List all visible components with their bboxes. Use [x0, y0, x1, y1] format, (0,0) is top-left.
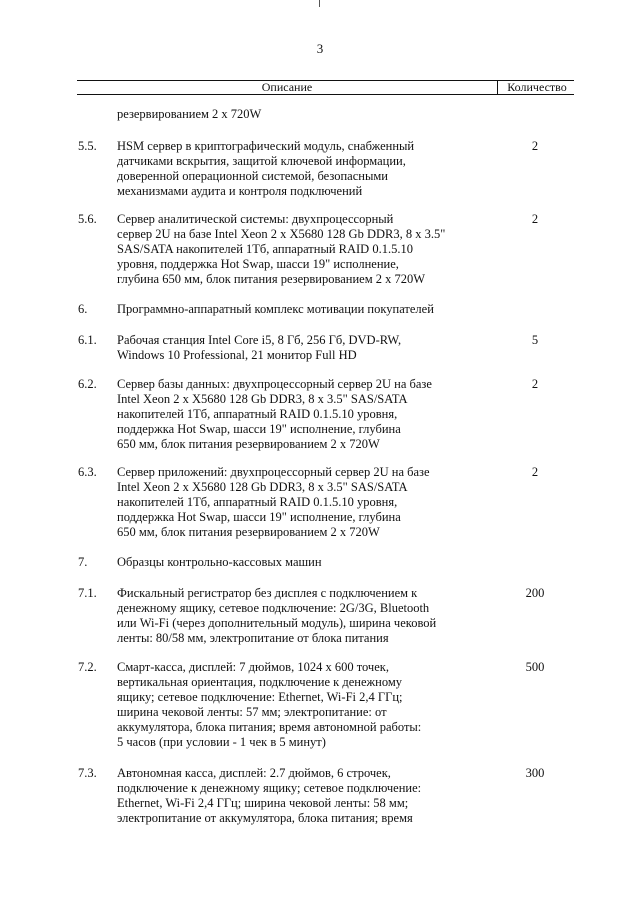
- row-number: 7.1.: [78, 586, 97, 600]
- row-description: HSM сервер в криптографический модуль, снабженный датчиками вскрытия, защитой ключевой информации, доверенной операционной системой, безопасными механизмами аудита и контроля подключений: [117, 139, 415, 198]
- row-description: Сервер аналитической системы: двухпроцессорный сервер 2U на базе Intel Xeon 2 x X5680 128 Gb DDR3, 8 x 3.5" SAS/SATA накопителей 1Тб, аппаратный RAID 0.1.5.10 уровня, поддержка Hot Swap, шасси 19" исполнение, глубина 650 мм, блок питания резервированием 2 x 720W: [117, 212, 446, 286]
- top-center-mark: [319, 0, 320, 7]
- row-number: 6.: [78, 302, 88, 316]
- row-description: Программно-аппаратный комплекс мотивации покупателей: [117, 302, 434, 316]
- row-number: 5.5.: [78, 139, 97, 153]
- row-quantity: 2: [531, 212, 539, 226]
- header-description: Описание: [261, 80, 313, 94]
- table-header: [77, 80, 574, 95]
- header-quantity: Количество: [507, 80, 567, 94]
- row-description: Сервер приложений: двухпроцессорный сервер 2U на базе Intel Xeon 2 x X5680 128 Gb DDR3, 8 x 3.5" SAS/SATA накопителей 1Тб, аппаратный RAID 0.1.5.10 уровня, поддержка Hot Swap, шасси 19" исполнение, глубина 650 мм, блок питания резервированием 2 x 720W: [117, 465, 430, 539]
- row-number: 7.: [78, 555, 88, 569]
- row-quantity: 2: [531, 377, 539, 391]
- row-quantity: 2: [531, 465, 539, 479]
- row-number: 7.3.: [78, 766, 97, 780]
- row-number: 6.1.: [78, 333, 97, 347]
- row-quantity: 2: [531, 139, 539, 153]
- row-description: Сервер базы данных: двухпроцессорный сервер 2U на базе Intel Xeon 2 x X5680 128 Gb DDR3, 8 x 3.5" SAS/SATA накопителей 1Тб, аппаратный RAID 0.1.5.10 уровня, поддержка Hot Swap, шасси 19" исполнение, глубина 650 мм, блок питания резервированием 2 x 720W: [117, 377, 432, 451]
- row-description: Образцы контрольно-кассовых машин: [117, 555, 322, 569]
- row-description: резервированием 2 x 720W: [117, 107, 262, 121]
- row-number: 6.3.: [78, 465, 97, 479]
- row-description: Фискальный регистратор без дисплея с подключением к денежному ящику, сетевое подключение: 2G/3G, Bluetooth или Wi-Fi (через дополнительный модуль), ширина чековой ленты: 80/58 мм, электропитание от блока питания: [117, 586, 437, 645]
- row-description: Автономная касса, дисплей: 2.7 дюймов, 6 строчек, подключение к денежному ящику; сетевое подключение: Ethernet, Wi-Fi 2,4 ГГц; ширина чековой ленты: 58 мм; электропитание от аккумулятора, блока питания; время: [117, 766, 422, 825]
- row-description: Рабочая станция Intel Core i5, 8 Гб, 256 Гб, DVD-RW, Windows 10 Professional, 21 монитор Full HD: [117, 333, 402, 362]
- row-description: Смарт-касса, дисплей: 7 дюймов, 1024 x 600 точек, вертикальная ориентация, подключение к денежному ящику; сетевое подключение: Ethernet, Wi-Fi 2,4 ГГц; ширина чековой ленты: 57 мм; электропитание: от аккумулятора, блока питания; время автономной работы: 5 часов (при условии - 1 чек в 5 минут): [117, 660, 422, 749]
- row-quantity: 200: [525, 586, 545, 600]
- header-column-separator: [497, 80, 498, 94]
- row-quantity: 500: [525, 660, 545, 674]
- row-quantity: 5: [531, 333, 539, 347]
- row-number: 6.2.: [78, 377, 97, 391]
- row-number: 5.6.: [78, 212, 97, 226]
- row-number: 7.2.: [78, 660, 97, 674]
- page-number: 3: [316, 41, 324, 56]
- row-quantity: 300: [525, 766, 545, 780]
